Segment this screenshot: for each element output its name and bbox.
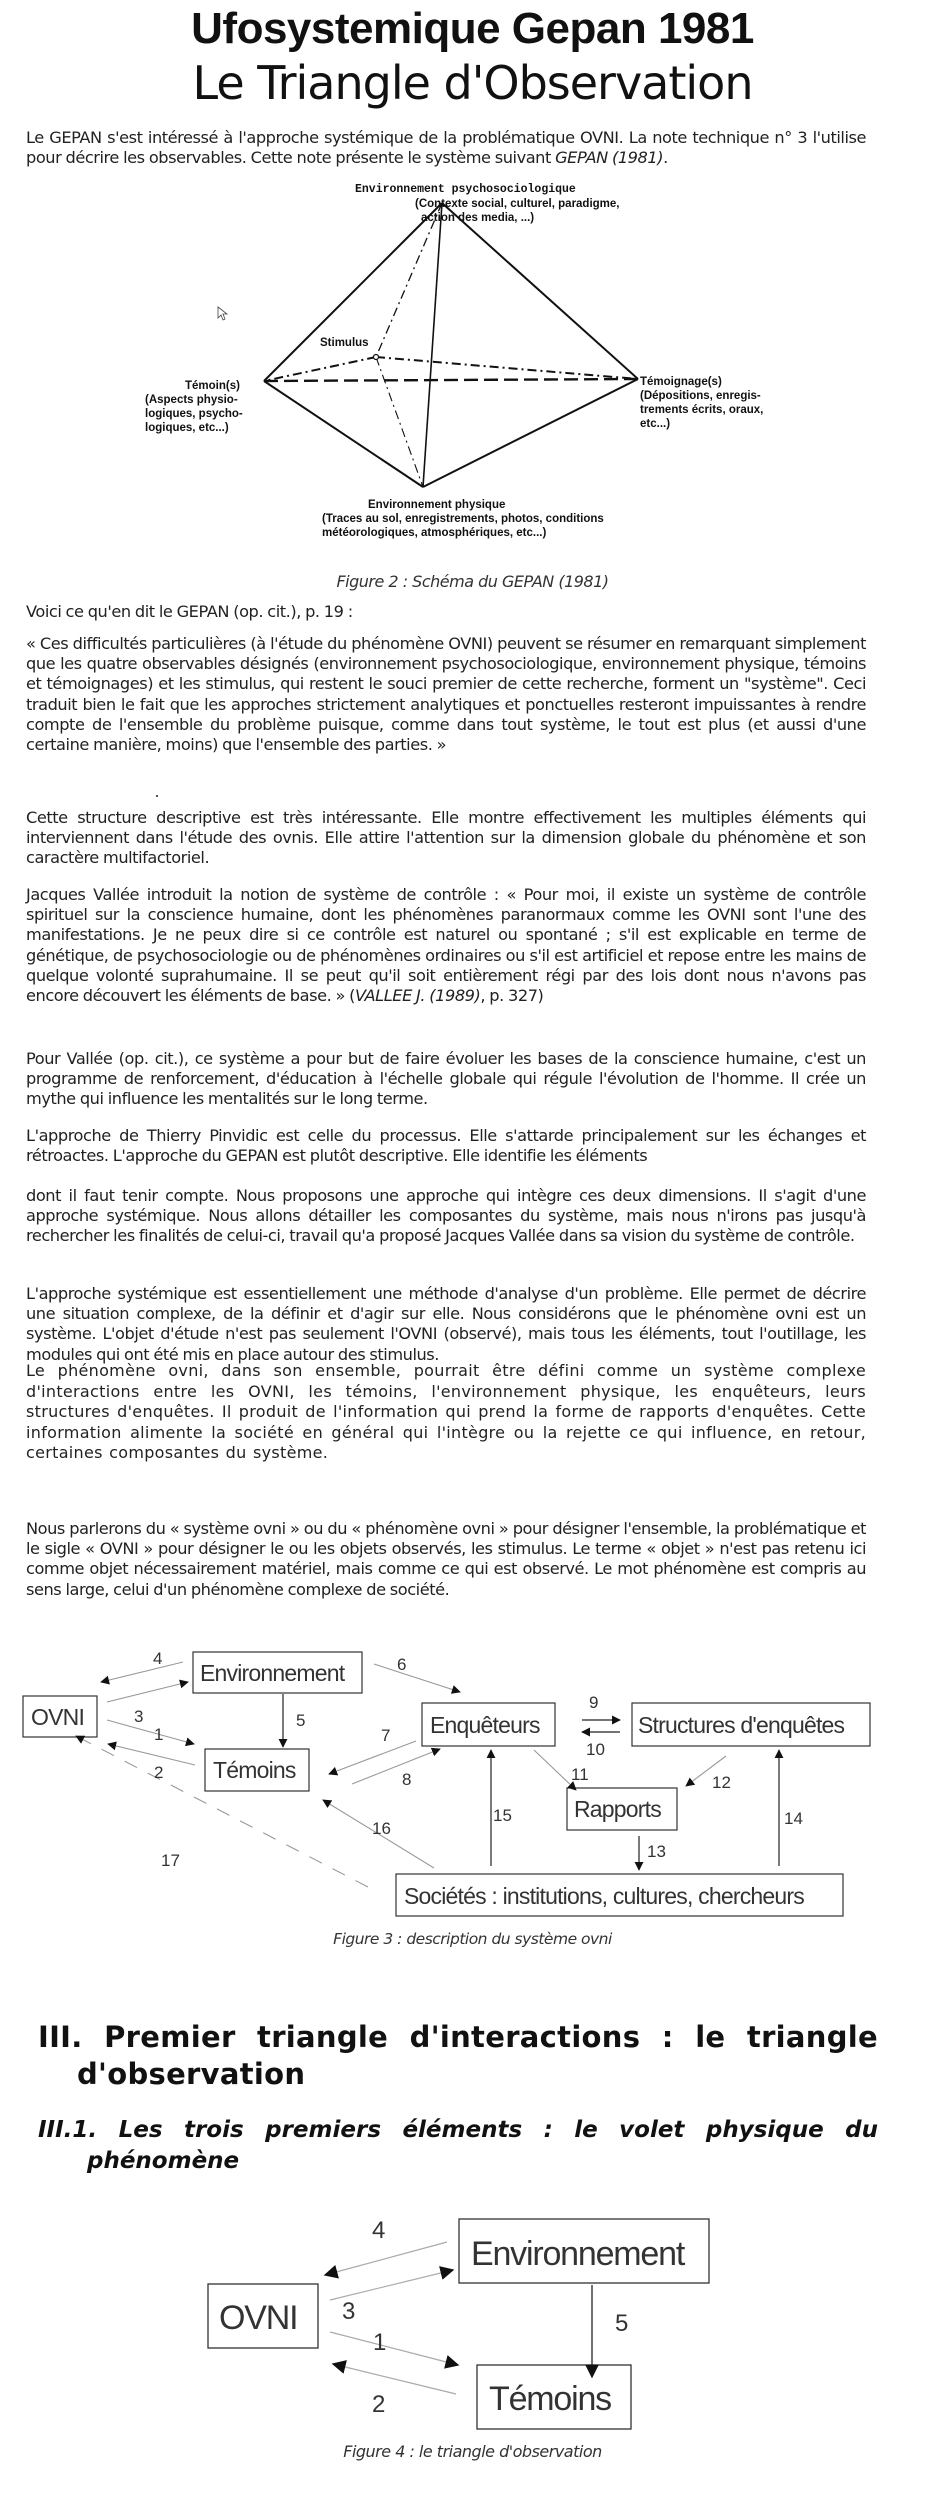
stray-dot (156, 795, 158, 797)
triangle-box-ovni: OVNI (219, 2299, 298, 2337)
box-rapports: Rapports (574, 1796, 661, 1822)
intro-end: . (663, 148, 668, 168)
paragraph-structure: Cette structure descriptive est très intéressante. Elle montre effectivement les multiples éléments qui interviennent dans l'étude des ovnis. Elle attire l'attention sur la dimension globale du phénomène et son caractère multifactoriel. (26, 808, 866, 868)
subsection-heading-line2: phénomène (87, 2148, 240, 2174)
page-subtitle: Le Triangle d'Observation (192, 56, 753, 110)
arrow-label-2: 2 (154, 1763, 164, 1782)
arrow-label-6: 6 (397, 1655, 407, 1674)
section-heading-line1: III. Premier triangle d'interactions : le triangle (38, 2020, 878, 2054)
node-temoignages-title: Témoignage(s) (640, 376, 722, 388)
box-temoins: Témoins (213, 1757, 296, 1783)
triangle-box-environnement: Environnement (471, 2235, 685, 2273)
box-environnement: Environnement (200, 1660, 345, 1686)
node-env-psycho-title: Environnement psychosociologique (355, 183, 576, 196)
page-title: Ufosystemique Gepan 1981 (191, 4, 754, 53)
figure-4-observation-triangle (150, 2180, 750, 2450)
triangle-arrow-label-1: 1 (373, 2329, 387, 2356)
subsection-heading-iii-1 (38, 2115, 878, 2177)
paragraph-approach: dont il faut tenir compte. Nous proposons une approche qui intègre ces deux dimensions. Il s'agit d'une approche systémique. Nous allons détailler les composantes du système, mais nous n'irons pas jusqu'à rechercher les finalités de celui-ci, travail qu'a proposé Jacques Vallée dans sa vision du système de contrôle. (26, 1186, 866, 1246)
triangle-arrow-label-5: 5 (615, 2310, 629, 2337)
triangle-arrow-label-2: 2 (372, 2391, 386, 2418)
arrow-label-8: 8 (402, 1770, 412, 1789)
box-ovni: OVNI (31, 1704, 85, 1730)
figure-2-caption: Figure 2 : Schéma du GEPAN (1981) (336, 572, 609, 591)
arrow-label-12: 12 (712, 1773, 731, 1792)
arrow-label-10: 10 (586, 1740, 605, 1759)
box-enqueteurs: Enquêteurs (430, 1712, 540, 1738)
node-temoins-desc3: logiques, etc...) (145, 422, 229, 434)
figure-3-system-diagram (0, 1640, 945, 1930)
vallee-reference: VALLEE J. (1989) (355, 986, 481, 1006)
node-env-physique-title: Environnement physique (368, 499, 506, 511)
arrow-label-14: 14 (784, 1809, 803, 1828)
arrow-label-4: 4 (153, 1649, 163, 1668)
mouse-cursor-icon (218, 307, 227, 320)
paragraph-systemic: L'approche systémique est essentiellement une méthode d'analyse d'un problème. Elle permet de décrire une situation complexe, de la définir et d'agir sur elle. Nous considérons que le phénomène ovni est un système. L'objet d'étude n'est pas seulement l'OVNI (observé), mais tous les éléments, tout l'outillage, les modules qui ont été mis en place autour des stimulus. (26, 1284, 866, 1364)
arrow-label-16: 16 (372, 1819, 391, 1838)
intro-text: Le GEPAN s'est intéressé à l'approche systémique de la problématique OVNI. La note technique n° 3 l'utilise pour décrire les observables. Cette note présente le système suivant (26, 128, 866, 168)
box-societes: Sociétés : institutions, cultures, chercheurs (404, 1883, 804, 1909)
section-heading-iii (38, 2019, 878, 2093)
paragraph-gepan-intro: Voici ce qu'en dit le GEPAN (op. cit.), p. 19 : (26, 602, 353, 621)
paragraph-terminology: Nous parlerons du « système ovni » ou du « phénomène ovni » pour désigner l'ensemble, la problématique et le sigle « OVNI » pour désigner le ou les objets observés, les stimulus. Le terme « objet » n'est pas retenu ici comme objet nécessairement matériel, mais comme ce qui est observé. Le mot phénomène est compris au sens large, celui d'un phénomène complexe de société. (26, 1519, 866, 1599)
node-temoignages-desc: (Dépositions, enregis- (640, 390, 761, 402)
figure-2-gepan-schema (130, 175, 780, 555)
arrow-label-1: 1 (154, 1725, 164, 1744)
subsection-heading-line1: III.1. Les trois premiers éléments : le volet physique du (38, 2117, 878, 2143)
triangle-arrow-label-3: 3 (342, 2298, 356, 2325)
arrow-label-5: 5 (296, 1711, 306, 1730)
paragraph-phenomenon: Le phénomène ovni, dans son ensemble, pourrait être défini comme un système complexe d'interactions entre les OVNI, les témoins, l'environnement physique, les enquêteurs, leurs structures d'enquêtes. Il produit de l'information qui prend la forme de rapports d'enquêtes. Cette information alimente la société en général qui l'intègre ou la rejette ce qui influence, en retour, certaines composantes du système. (26, 1361, 866, 1462)
paragraph-vallee-quote (26, 885, 866, 1006)
intro-paragraph (26, 128, 866, 168)
paragraph-vallee-goal: Pour Vallée (op. cit.), ce système a pour but de faire évoluer les bases de la conscience humaine, c'est un programme de renforcement, d'éducation à l'échelle globale qui régule l'évolution de l'homme. Il crée un mythe qui influence les mentalités sur le long terme. (26, 1049, 866, 1109)
figure-3-caption: Figure 3 : description du système ovni (333, 1930, 612, 1948)
arrow-label-11: 11 (571, 1765, 589, 1784)
node-temoignages-desc2: trements écrits, oraux, (640, 404, 764, 416)
node-temoignages-desc3: etc...) (640, 418, 671, 430)
paragraph-pinvidic: L'approche de Thierry Pinvidic est celle du processus. Elle s'attarde principalement sur les échanges et rétroactes. L'approche du GEPAN est plutôt descriptive. Elle identifie les éléments (26, 1126, 866, 1166)
node-env-physique-desc2: météorologiques, atmosphériques, etc...) (322, 527, 547, 539)
triangle-box-temoins: Témoins (489, 2380, 611, 2418)
figure-4-caption: Figure 4 : le triangle d'observation (343, 2442, 602, 2461)
arrow-label-3: 3 (134, 1707, 144, 1726)
paragraph-gepan-quote: « Ces difficultés particulières (à l'étude du phénomène OVNI) peuvent se résumer en remarquant simplement que les quatre observables désignés (environnement psychosociologique, environnement physique, témoins et témoignages) et les stimulus, qui restent le souci premier de cette recherche, forment un "système". Ceci traduit bien le fait que les approches strictement analytiques et ponctuelles resteront impuissantes à rendre compte de l'ensemble du problème puisque, comme dans tout système, le tout est plus (et aussi d'une certaine manière, moins) que l'ensemble des parties. » (26, 634, 866, 755)
node-env-physique-desc: (Traces au sol, enregistrements, photos, conditions (322, 513, 604, 525)
triangle-arrow-label-4: 4 (372, 2217, 386, 2244)
arrow-label-15: 15 (493, 1806, 512, 1825)
vallee-page: , p. 327) (480, 986, 544, 1006)
arrow-label-13: 13 (647, 1842, 666, 1861)
node-env-psycho-desc: (Contexte social, culturel, paradigme, (415, 198, 620, 210)
arrow-label-17: 17 (161, 1851, 180, 1870)
arrow-label-7: 7 (381, 1726, 391, 1745)
node-temoins-title: Témoin(s) (185, 380, 240, 392)
vallee-quote-text: Jacques Vallée introduit la notion de système de contrôle : « Pour moi, il existe un système de contrôle spirituel sur la conscience humaine, dont les phénomènes paranormaux comme les OVNI sont l'une des manifestations. Je ne peux dire si ce contrôle est naturel ou spontané ; s'il est explicable en terme de génétique, de psychosociologie ou de phénomènes ordinaires ou s'il est artificiel et repose entre les mains de quelque volonté suprahumaine. Il se peut qu'il soit entièrement régi par des lois dont nous n'avons pas encore découvert les éléments de base. » ( (26, 885, 866, 1006)
arrow-label-9: 9 (589, 1693, 599, 1712)
intro-reference: GEPAN (1981) (555, 148, 664, 168)
node-temoins-desc: (Aspects physio- (145, 394, 238, 406)
node-env-psycho-desc2: action des media, ...) (421, 212, 535, 224)
node-temoins-desc2: logiques, psycho- (145, 408, 243, 420)
box-structures-enquetes: Structures d'enquêtes (638, 1712, 845, 1738)
node-stimulus: Stimulus (320, 337, 369, 349)
section-heading-line2: d'observation (77, 2057, 306, 2091)
